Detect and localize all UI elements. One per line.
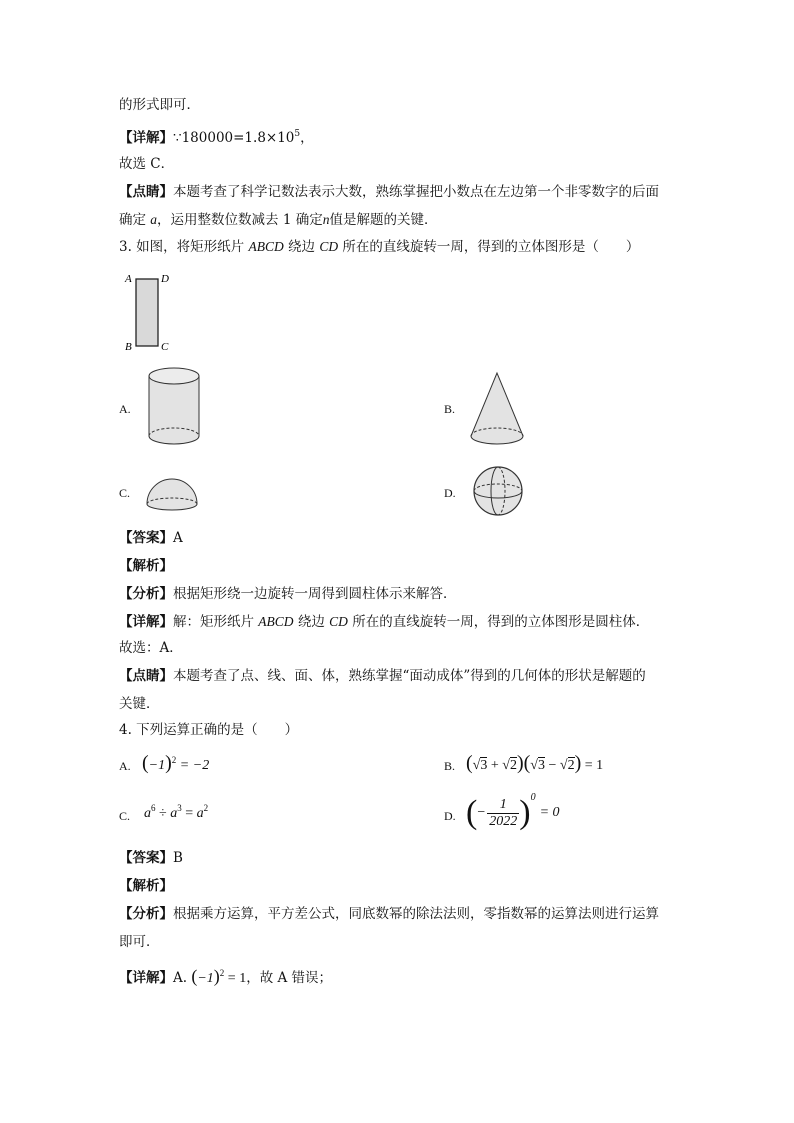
q3-stem-part: 所在的直线旋转一周，得到的立体图形是（ ）: [342, 239, 640, 255]
text-line-detail: [119, 124, 314, 148]
detail-base: −1: [197, 971, 214, 986]
q4a-base: −1: [148, 758, 166, 773]
detail-tag: 【详解】: [119, 614, 173, 630]
q3-stem-part: 绕边: [288, 239, 316, 255]
cylinder-icon[interactable]: [146, 364, 202, 448]
q4-option-c-label[interactable]: C.: [119, 809, 131, 823]
text-fragment: 值是解题的关键．: [329, 212, 438, 228]
q4c-eq: =: [185, 806, 194, 821]
label-d: D: [161, 273, 169, 285]
q3-option-a-label[interactable]: A.: [119, 402, 131, 416]
q3-option-b-label[interactable]: B.: [444, 402, 456, 416]
q3-dianjing-line: [119, 666, 646, 686]
detail-text: ∵180000=1.8×10: [173, 130, 295, 146]
text-fragment: ，运用整数位数减去 1 确定: [157, 212, 323, 228]
q4a-rhs: = −2: [179, 758, 210, 773]
text-line-dianjing-2: [119, 210, 437, 230]
var-a: a: [150, 212, 158, 227]
q3-stem-part: 3. 如图，将矩形纸片: [119, 239, 245, 255]
q4-option-c-expr: [144, 803, 208, 822]
q4c-a2: a: [170, 806, 178, 821]
q4b-rhs: = 1: [584, 758, 604, 773]
fenxi-text: 根据乘方运算，平方差公式，同底数幂的除法法则，零指数幂的运算法则进行运算: [173, 906, 659, 922]
q4c-e2: 3: [177, 803, 182, 813]
q4c-op: ÷: [159, 806, 167, 821]
q4-option-d-expr: ( − $\frac{1}{2022}$ ) 0 = 0: [466, 792, 560, 831]
detail-end: ，: [300, 130, 314, 146]
q4c-e3: 2: [203, 803, 209, 813]
hemisphere-icon[interactable]: [144, 472, 200, 512]
q4-option-b-label[interactable]: B.: [444, 759, 456, 773]
q4c-a3: a: [196, 806, 204, 821]
q3-option-c-label[interactable]: C.: [119, 486, 131, 500]
detail-part: 绕边: [297, 614, 325, 630]
q4-option-a-expr: $(-1)^2 = -2$: [142, 752, 210, 774]
q3-analysis-tag: 【解析】: [119, 558, 173, 574]
detail-tag: 【详解】: [119, 130, 173, 146]
dianjing-text: 本题考查了点、线、面、体，熟练掌握“面动成体”得到的几何体的形状是解题的: [173, 668, 646, 684]
q4-fenxi-line-2: 即可．: [119, 934, 160, 950]
q4-fenxi-line: [119, 904, 659, 924]
detail-part: A.: [173, 970, 188, 986]
question-4-stem: 4. 下列运算正确的是（ ）: [119, 722, 299, 738]
q4-answer-line: [119, 848, 183, 868]
detail-cd: CD: [329, 614, 348, 629]
q3-cd: CD: [319, 239, 339, 254]
q3-fenxi-line: [119, 584, 457, 604]
q3-abcd: ABCD: [248, 239, 284, 254]
q4b-r2b: 2: [567, 758, 575, 773]
dianjing-text: 本题考查了科学记数法表示大数，熟练掌握把小数点在左边第一个非零数字的后面: [173, 184, 659, 200]
question-3-stem: [119, 237, 639, 257]
detail-end: ，故 A 错误；: [246, 970, 333, 986]
q3-dianjing-line-2: 关键．: [119, 696, 160, 712]
q4c-e1: 6: [151, 803, 156, 813]
q4-option-a-label[interactable]: A.: [119, 759, 131, 773]
q4d-den: 2022: [489, 813, 518, 829]
detail-rhs: = 1: [227, 971, 247, 986]
q3-choose-line: 故选：A．: [119, 640, 183, 656]
detail-exp: 2: [219, 968, 225, 978]
label-c: C: [161, 341, 169, 353]
q4-analysis-tag: 【解析】: [119, 878, 173, 894]
sphere-icon[interactable]: [471, 464, 527, 520]
detail-abcd: ABCD: [258, 614, 294, 629]
text-line-1: 的形式即可．: [119, 97, 200, 113]
text-line-choose: 故选 C．: [119, 156, 175, 172]
q4b-r2: 2: [509, 758, 517, 773]
q4d-num: 1: [499, 796, 507, 812]
detail-part: 所在的直线旋转一周，得到的立体图形是圆柱体．: [352, 614, 650, 630]
dianjing-tag: 【点睛】: [119, 184, 173, 200]
q3-option-d-label[interactable]: D.: [444, 486, 456, 500]
q4a-exp: 2: [171, 755, 177, 765]
q4-option-d-label[interactable]: D.: [444, 809, 456, 823]
q4d-exp: 0: [530, 792, 536, 803]
q4-answer: B: [173, 850, 183, 866]
q4d-rhs: = 0: [539, 805, 560, 820]
q3-answer-line: [119, 528, 183, 548]
fenxi-text: 根据矩形绕一边旋转一周得到圆柱体示来解答．: [173, 586, 457, 602]
dianjing-tag: 【点睛】: [119, 668, 173, 684]
q4-detail-line: 【详解】A. $(-1)^2 = 1$，故 A 错误；: [119, 966, 333, 986]
detail-tag: 【详解】: [119, 970, 173, 986]
fenxi-tag: 【分析】: [119, 586, 173, 602]
fenxi-tag: 【分析】: [119, 906, 173, 922]
detail-exponent: 5: [294, 129, 301, 139]
q3-detail-line: [119, 612, 649, 632]
q4b-r1b: 3: [537, 758, 545, 773]
rectangle-abcd-figure: [120, 268, 180, 358]
var-n: n: [322, 212, 330, 227]
q4b-r1: 3: [480, 758, 488, 773]
text-line-dianjing: [119, 182, 659, 202]
q3-answer: A: [173, 530, 183, 546]
q4c-a1: a: [144, 806, 151, 821]
text-fragment: 确定: [119, 212, 146, 228]
answer-tag: 【答案】: [119, 530, 173, 546]
answer-tag: 【答案】: [119, 850, 173, 866]
detail-part: 解：矩形纸片: [173, 614, 254, 630]
label-a: A: [125, 273, 132, 285]
q4-option-b-expr: (√3 + √2)(√3 − √2) = 1: [466, 752, 604, 774]
label-b: B: [125, 341, 132, 353]
cone-icon[interactable]: [468, 370, 528, 450]
